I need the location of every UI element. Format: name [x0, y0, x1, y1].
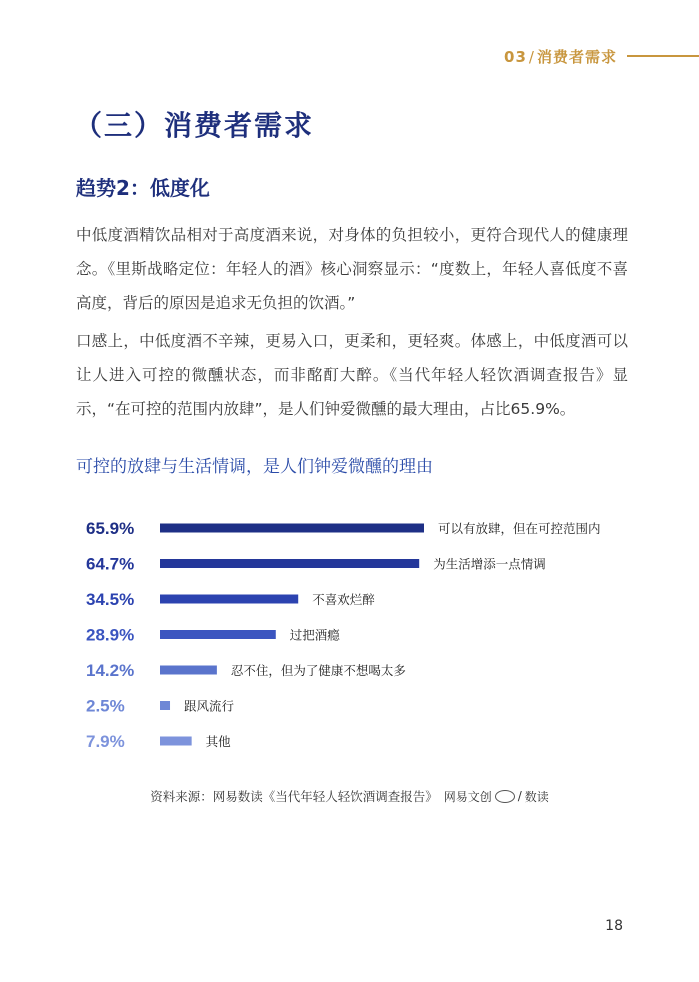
category-label: 过把酒瘾: [289, 627, 340, 643]
header-rule: [627, 55, 699, 57]
chart-title: 可控的放肆与生活情调，是人们钟爱微醺的理由: [76, 457, 433, 477]
logo-text-right: 数读: [524, 789, 549, 804]
trend-title: 趋势2：低度化: [76, 176, 210, 200]
category-label: 其他: [205, 734, 231, 749]
value-label: 7.9%: [86, 732, 125, 751]
source-line: [0, 787, 699, 805]
value-label: 34.5%: [86, 590, 135, 609]
page-number: 18: [605, 918, 623, 934]
category-label: 不喜欢烂醉: [312, 592, 375, 607]
value-label: 2.5%: [86, 696, 125, 716]
category-label: 可以有放肆，但在可控范围内: [438, 521, 601, 536]
bar: [160, 524, 424, 533]
section-number: 03: [504, 47, 527, 66]
category-label: 忍不住，但为了健康不想喝太多: [230, 663, 406, 678]
value-label: 14.2%: [86, 661, 135, 680]
value-label: 64.7%: [86, 554, 135, 574]
logo-circle-icon: [495, 790, 515, 803]
bar: [160, 559, 419, 568]
category-label: 跟风流行: [184, 698, 235, 714]
bar: [160, 701, 170, 710]
paragraph-2: 口感上，中低度酒不辛辣，更易入口，更柔和，更轻爽。体感上，中低度酒可以让人进入可控的微醺状态，而非酩酊大醉。《当代年轻人轻饮酒调查报告》显示，“在可控的范围内放肆”，是人们钟爱微醺的最大理由，占比65.9%。: [76, 332, 628, 418]
section-name: 消费者需求: [536, 47, 617, 66]
source-text: 资料来源：网易数读《当代年轻人轻饮酒调查报告》: [150, 789, 438, 804]
section-header: [504, 44, 699, 68]
section-header-label: 03 / 消费者需求: [504, 47, 617, 66]
paragraph-1: 中低度酒精饮品相对于高度酒来说，对身体的负担较小，更符合现代人的健康理念。《里斯战略定位：年轻人的酒》核心洞察显示：“度数上，年轻人喜低度不喜高度，背后的原因是追求无负担的饮酒。”: [76, 226, 628, 312]
category-label: 为生活增添一点情调: [433, 556, 546, 572]
value-label: 65.9%: [86, 519, 135, 538]
netease-logo: 网易文创 / 数读: [443, 789, 549, 804]
bar: [160, 630, 276, 639]
bar: [160, 595, 298, 604]
bar: [160, 737, 192, 746]
bar: [160, 666, 217, 675]
logo-text-left: 网易文创: [443, 789, 492, 804]
section-title: （三）消费者需求: [74, 109, 315, 142]
bar-chart: [70, 505, 630, 765]
value-label: 28.9%: [86, 625, 135, 645]
